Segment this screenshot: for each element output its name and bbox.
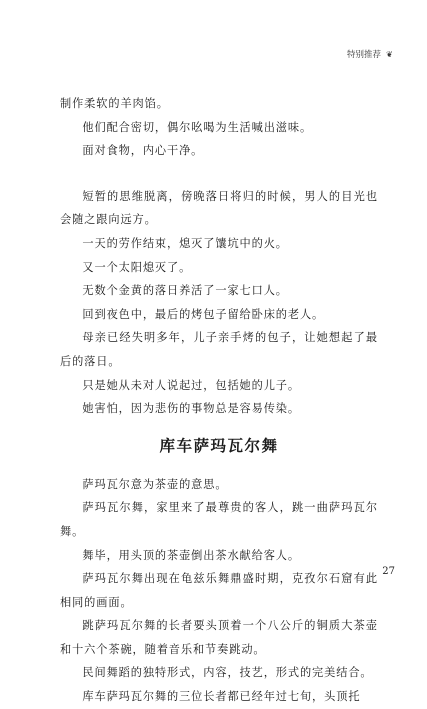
paragraph: 舞毕，用头顶的茶壶倒出茶水献给客人。 (82, 548, 300, 562)
section-label: 特别推荐 (346, 50, 381, 60)
paragraph: 又一个太阳熄灭了。 (82, 260, 192, 274)
paragraph: 民间舞蹈的独特形式，内容，技艺，形式的完美结合。 (82, 666, 373, 680)
page-number: 27 (382, 566, 395, 577)
paragraph: 面对食物，内心干净。 (82, 144, 204, 158)
paragraph: 跳萨玛瓦尔舞的长者要头顶着一个八公斤的铜质大茶壶和十六个茶碗，随着音乐和节奏跳动。 (60, 619, 378, 656)
paragraph: 无数个金黄的落日养活了一家七口人。 (82, 284, 288, 298)
paragraph: 制作柔软的羊肉馅。 (60, 97, 169, 110)
paragraph: 她害怕，因为悲伤的事物总是容易传染。 (82, 402, 300, 416)
paragraph: 短暂的思维脱离，傍晚落日将归的时候，男人的目光也会随之跟向远方。 (60, 189, 378, 227)
running-header (347, 48, 394, 60)
paragraph: 一天的劳作结束，熄灭了馕坑中的火。 (82, 236, 288, 250)
paragraph: 他们配合密切，偶尔吆喝为生活喊出滋味。 (82, 120, 313, 134)
section-spacer (60, 163, 378, 185)
paragraph: 萨玛瓦尔意为茶壶的意思。 (82, 477, 228, 491)
paragraph: 回到夜色中，最后的烤包子留给卧床的老人。 (82, 307, 325, 321)
paragraph: 萨玛瓦尔舞出现在龟兹乐舞鼎盛时期，克孜尔石窟有此相同的画面。 (60, 572, 378, 609)
ornament-icon: ❦ (386, 49, 393, 59)
section-title: 库车萨玛瓦尔舞 (159, 435, 279, 455)
paragraph: 萨玛瓦尔舞，家里来了最尊贵的客人，跳一曲萨玛瓦尔舞。 (60, 501, 378, 538)
page-body (60, 92, 378, 709)
paragraph: 库车萨玛瓦尔舞的三位长者都已经年过七旬，头顶托 (82, 690, 361, 704)
paragraph: 母亲已经失明多年，儿子亲手烤的包子，让她想起了最后的落日。 (60, 331, 378, 368)
paragraph: 只是她从未对人说起过，包括她的儿子。 (82, 378, 300, 392)
